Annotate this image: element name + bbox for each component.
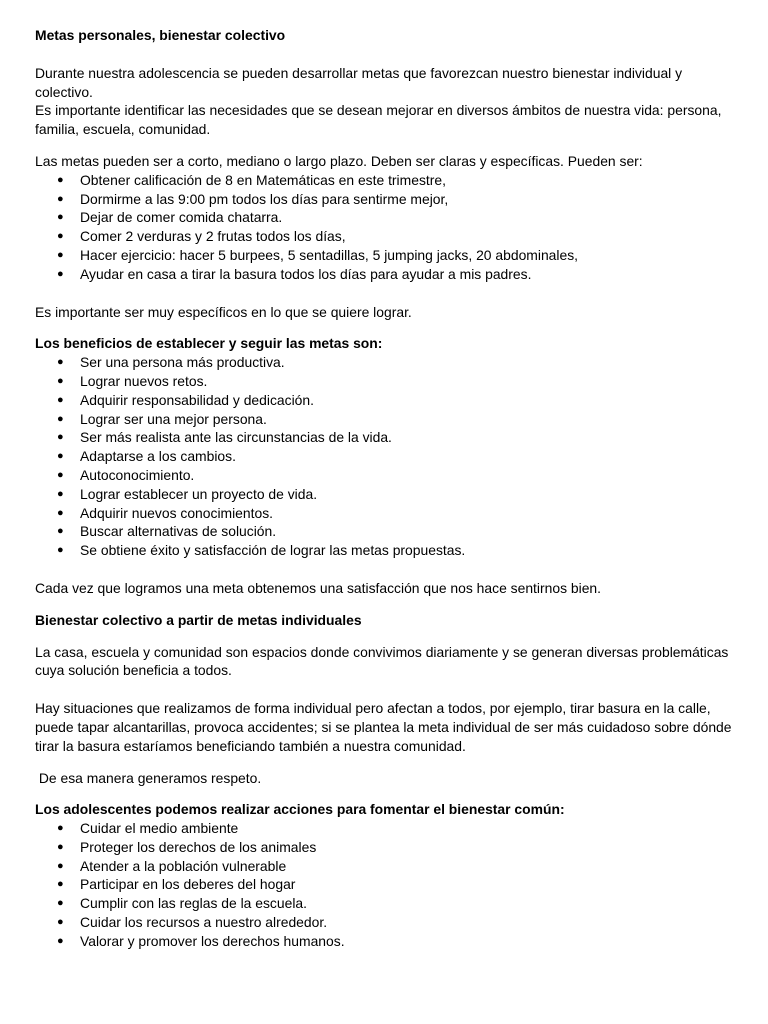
benefits-list (35, 353, 732, 560)
goals-lead: Las metas pueden ser a corto, mediano o largo plazo. Deben ser claras y específicas. Pueden ser: (35, 152, 643, 169)
specific-note: Es importante ser muy específicos en lo que se quiere lograr. (35, 303, 412, 320)
benefits-heading: Los beneficios de establecer y seguir las metas son: (35, 335, 383, 352)
list-item: ● Valorar y promover los derechos humanos. (35, 932, 732, 951)
list-item: ● Cumplir con las reglas de la escuela. (35, 894, 732, 913)
intro-paragraph-1: Durante nuestra adolescencia se pueden desarrollar metas que favorezcan nuestro bienestar individual y colectivo. (35, 64, 683, 100)
satisfaction-note: Cada vez que logramos una meta obtenemos una satisfacción que nos hace sentirnos bien. (35, 579, 602, 596)
list-item: ● Comer 2 verduras y 2 frutas todos los días, (35, 227, 732, 246)
collective-paragraph-1: La casa, escuela y comunidad son espacios donde convivimos diariamente y se generan diversas problemáticas cuya solución beneficia a todos. (35, 643, 729, 679)
list-item: ● Lograr nuevos retos. (35, 372, 732, 391)
list-item: ● Proteger los derechos de los animales (35, 838, 732, 857)
actions-list (35, 819, 732, 951)
list-item: ● Se obtiene éxito y satisfacción de lograr las metas propuestas. (35, 541, 732, 560)
list-item: ● Ser una persona más productiva. (35, 353, 732, 372)
list-item: ● Cuidar el medio ambiente (35, 819, 732, 838)
list-item: ● Adquirir responsabilidad y dedicación. (35, 391, 732, 410)
goals-list (35, 171, 732, 284)
collective-paragraph-3: De esa manera generamos respeto. (35, 769, 262, 786)
list-item: ● Hacer ejercicio: hacer 5 burpees, 5 sentadillas, 5 jumping jacks, 20 abdominales, (35, 246, 732, 265)
actions-heading: Los adolescentes podemos realizar acciones para fomentar el bienestar común: (35, 801, 565, 818)
list-item: ● Ayudar en casa a tirar la basura todos los días para ayudar a mis padres. (35, 265, 732, 284)
collective-heading: Bienestar colectivo a partir de metas individuales (35, 611, 362, 628)
list-item: ● Autoconocimiento. (35, 466, 732, 485)
list-item: ● Cuidar los recursos a nuestro alrededor. (35, 913, 732, 932)
list-item: ● Atender a la población vulnerable (35, 857, 732, 876)
list-item: ● Adquirir nuevos conocimientos. (35, 504, 732, 523)
list-item: ● Dormirme a las 9:00 pm todos los días para sentirme mejor, (35, 190, 732, 209)
collective-paragraph-2: Hay situaciones que realizamos de forma individual pero afectan a todos, por ejemplo, tirar basura en la calle, puede tapar alcantarillas, provoca accidentes; si se plantea la meta individual de ser más cuidadoso sobre dónde tirar la basura estaríamos beneficiando también a nuestra comunidad. (35, 700, 732, 754)
list-item: ● Participar en los deberes del hogar (35, 875, 732, 894)
list-item: ● Obtener calificación de 8 en Matemáticas en este trimestre, (35, 171, 732, 190)
list-item: ● Buscar alternativas de solución. (35, 522, 732, 541)
list-item: ● Dejar de comer comida chatarra. (35, 208, 732, 227)
list-item: ● Lograr establecer un proyecto de vida. (35, 485, 732, 504)
intro-paragraph-2: Es importante identificar las necesidades que se desean mejorar en diversos ámbitos de nuestra vida: persona, familia, escuela, comunidad. (35, 102, 722, 138)
list-item: ● Adaptarse a los cambios. (35, 447, 732, 466)
list-item: ● Lograr ser una mejor persona. (35, 410, 732, 429)
list-item: ● Ser más realista ante las circunstancias de la vida. (35, 428, 732, 447)
document-title: Metas personales, bienestar colectivo (35, 27, 286, 43)
